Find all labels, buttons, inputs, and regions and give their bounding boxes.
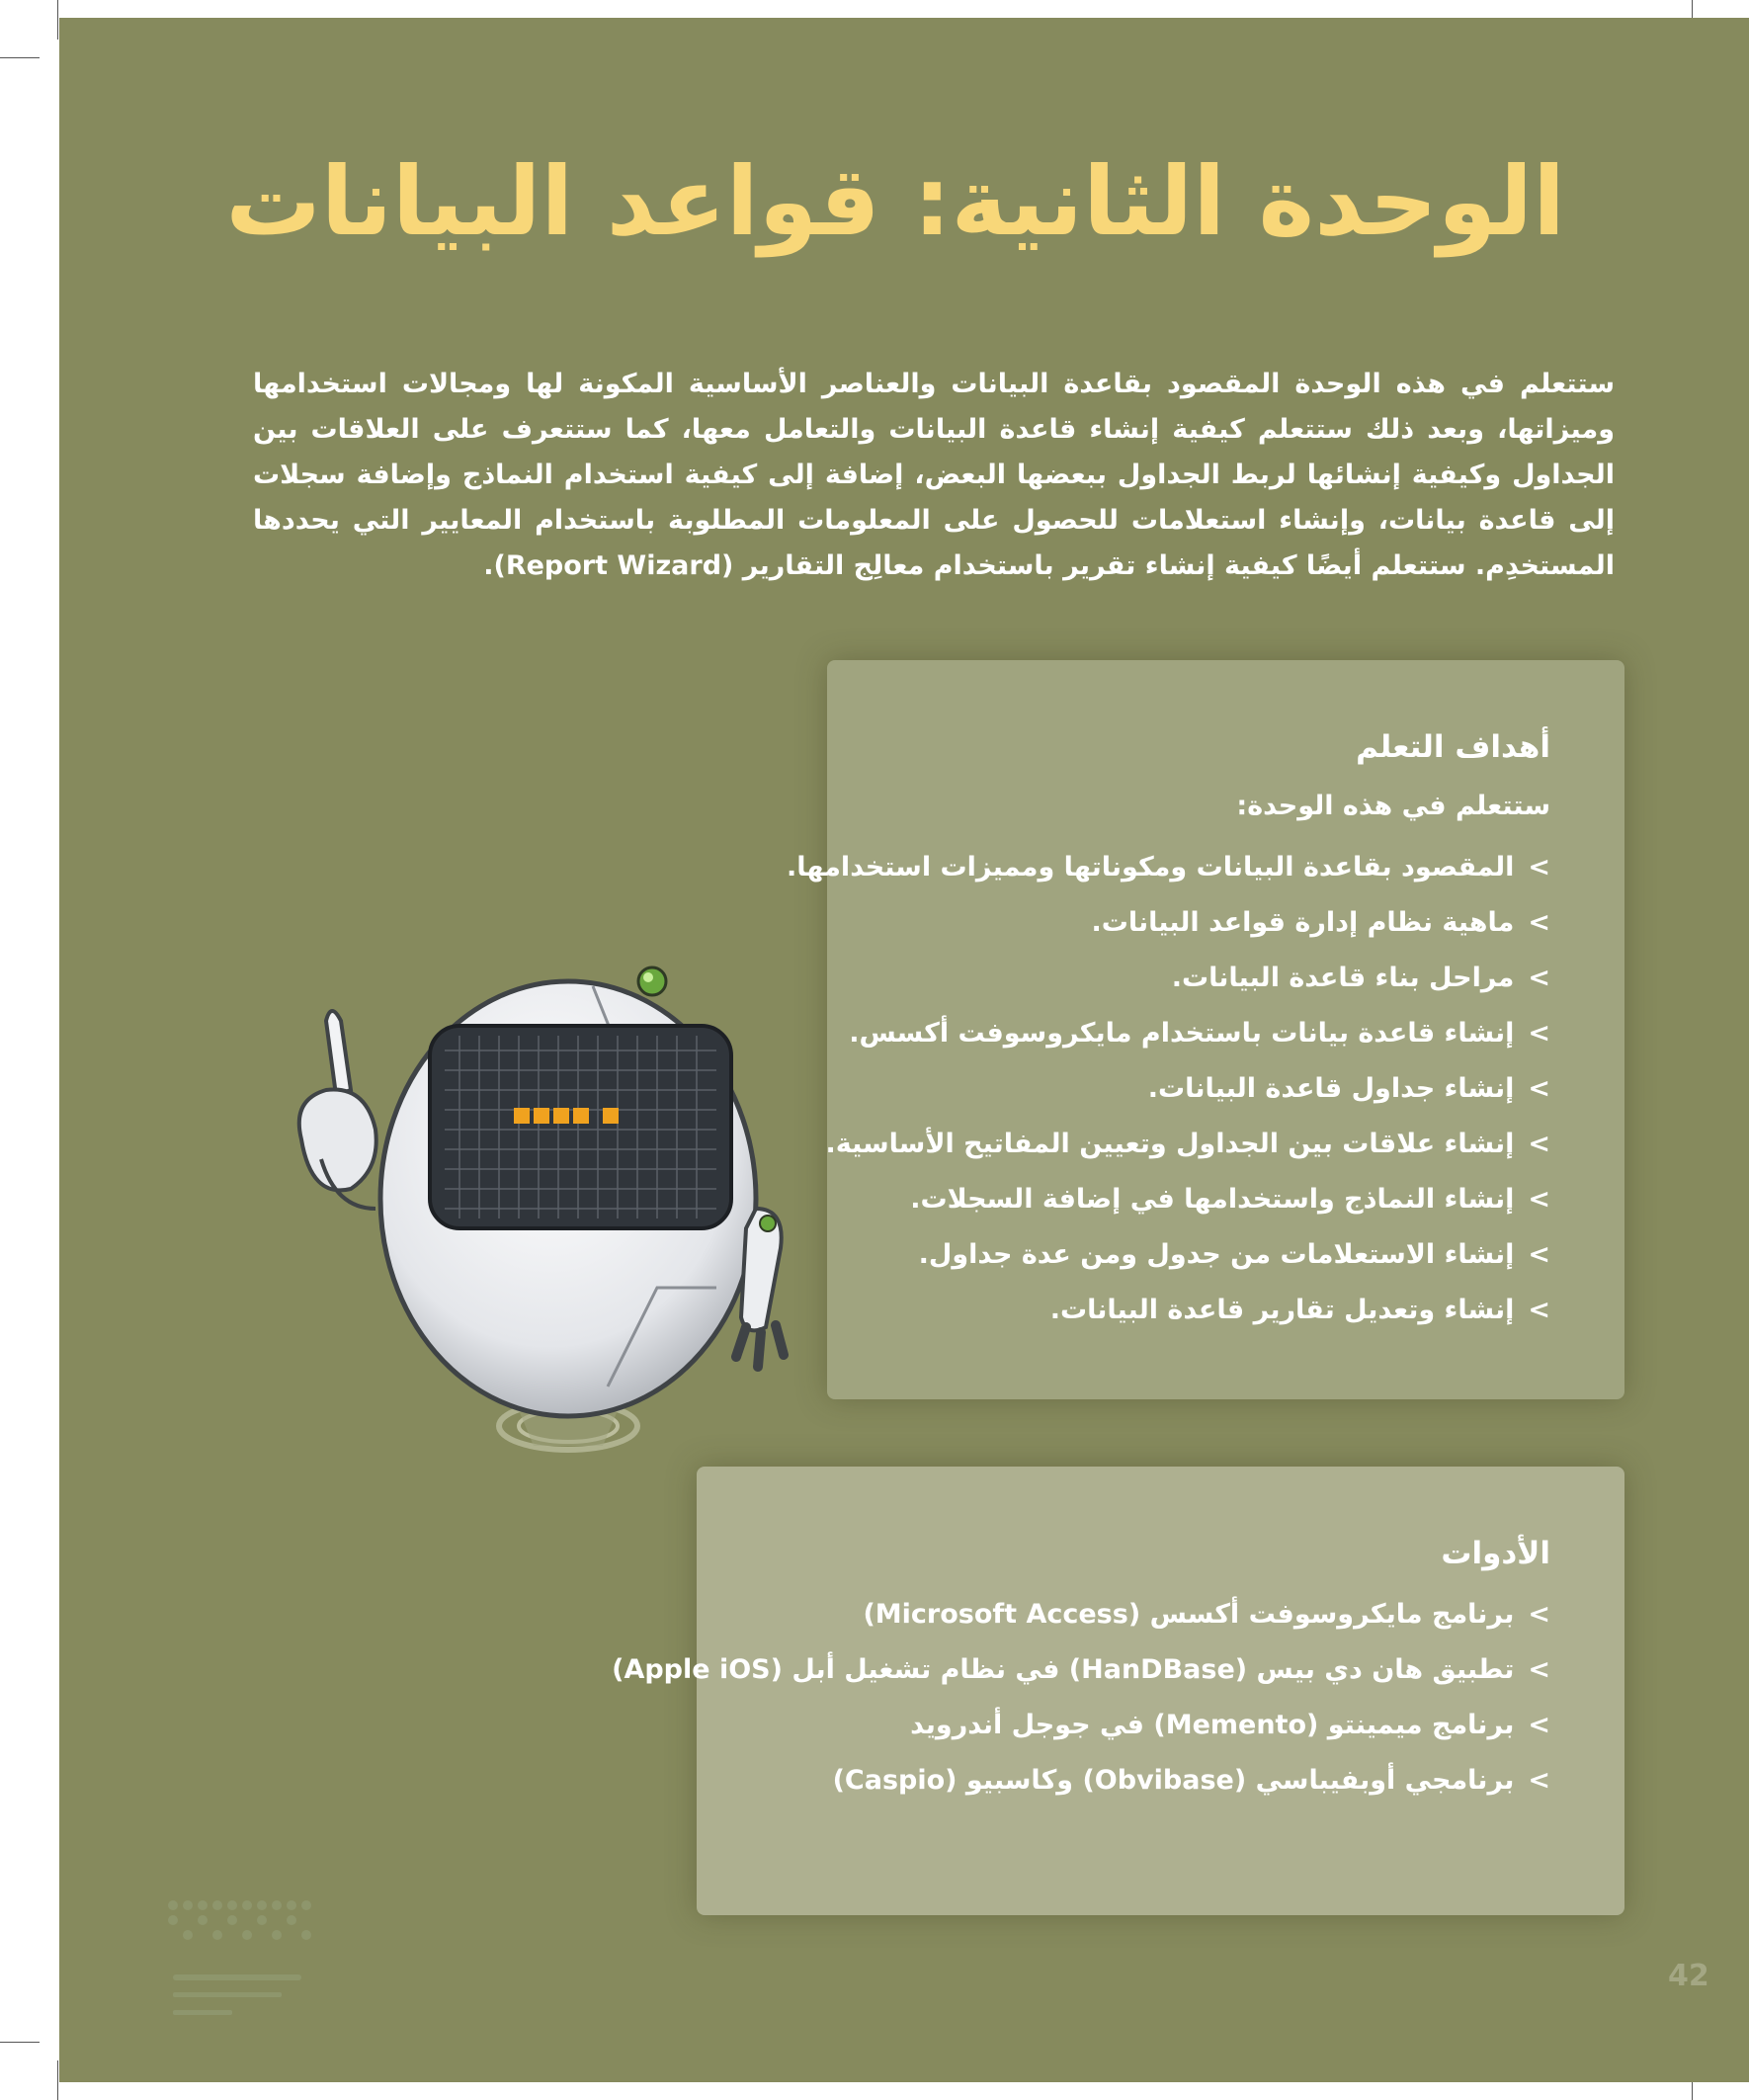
page-number: 42 — [1668, 1959, 1709, 1993]
crop-mark — [0, 57, 40, 58]
tool-text: برنامج مايكروسوفت أكسس (Microsoft Access) — [863, 1599, 1515, 1630]
goal-text: المقصود بقاعدة البيانات ومكوناتها ومميزات استخدامها. — [787, 852, 1515, 882]
bullet-marker: > — [1528, 852, 1550, 882]
list-item — [787, 1283, 1550, 1338]
crop-mark — [0, 2042, 40, 2043]
goal-text: إنشاء جداول قاعدة البيانات. — [1147, 1073, 1515, 1104]
list-item — [787, 840, 1550, 895]
list-item — [787, 1172, 1550, 1227]
goal-text: مراحل بناء قاعدة البيانات. — [1171, 963, 1515, 993]
bullet-marker: > — [1528, 1599, 1550, 1630]
learning-goals-panel — [787, 660, 1624, 1399]
goal-text: إنشاء وتعديل تقارير قاعدة البيانات. — [1049, 1295, 1515, 1325]
bullet-marker: > — [1528, 1129, 1550, 1159]
tool-text: برنامجي أوبفيباسي (Obvibase) وكاسبيو (Caspio) — [832, 1765, 1515, 1796]
list-item — [787, 895, 1550, 951]
bullet-marker: > — [1528, 907, 1550, 938]
list-item — [612, 1587, 1550, 1642]
goal-text: إنشاء الاستعلامات من جدول ومن عدة جداول. — [918, 1239, 1515, 1270]
bullet-marker: > — [1528, 963, 1550, 993]
tools-heading: الأدوات — [1441, 1536, 1550, 1571]
goal-text: إنشاء قاعدة بيانات باستخدام مايكروسوفت أكسس. — [849, 1018, 1515, 1049]
page-title: الوحدة الثانية: قواعد البيانات — [225, 146, 1565, 257]
tool-text: تطبيق هان دي بيس (HanDBase) في نظام تشغيل أبل (Apple iOS) — [612, 1654, 1515, 1685]
goal-text: ماهية نظام إدارة قواعد البيانات. — [1091, 907, 1515, 938]
list-item — [612, 1642, 1550, 1698]
list-item — [787, 1227, 1550, 1283]
tool-text: برنامج ميمينتو (Memento) في جوجل أندرويد — [910, 1710, 1515, 1740]
bullet-marker: > — [1528, 1295, 1550, 1325]
list-item — [787, 1117, 1550, 1172]
goals-list — [787, 840, 1550, 1338]
list-item — [612, 1753, 1550, 1808]
list-item — [787, 951, 1550, 1006]
bullet-marker: > — [1528, 1765, 1550, 1796]
crop-mark — [57, 2060, 58, 2100]
ministry-logo — [153, 1876, 326, 2034]
page — [59, 18, 1749, 2082]
bullet-marker: > — [1528, 1073, 1550, 1104]
robot-illustration — [282, 912, 835, 1466]
crop-mark — [57, 0, 58, 40]
goal-text: إنشاء النماذج واستخدامها في إضافة السجلات. — [910, 1184, 1515, 1215]
list-item — [612, 1698, 1550, 1753]
goals-heading: أهداف التعلم — [1356, 729, 1550, 765]
intro-paragraph: ستتعلم في هذه الوحدة المقصود بقاعدة البيانات والعناصر الأساسية المكونة لها ومجالات استخدامها وميزاتها، وبعد ذلك ستتعلم كيفية إنشاء قاعدة البيانات والتعامل معها، كما ستتعرف على العلاقات بين الجداول وكيفية إنشائها لربط الجداول ببعضها البعض، إضافة إلى كيفية استخدام النماذج وإضافة سجلات إلى قاعدة بيانات، وإنشاء استعلامات للحصول على المعلومات المطلوبة باستخدام المعايير التي يحددها المستخدِم. ستتعلم أيضًا كيفية إنشاء تقرير باستخدام معالِج التقارير (Report Wizard). — [253, 369, 1615, 581]
list-item — [787, 1061, 1550, 1117]
tools-list — [612, 1587, 1550, 1808]
bullet-marker: > — [1528, 1184, 1550, 1215]
bullet-marker: > — [1528, 1710, 1550, 1740]
goal-text: إنشاء علاقات بين الجداول وتعيين المفاتيح الأساسية. — [825, 1129, 1515, 1159]
tools-panel — [612, 1467, 1624, 1915]
bullet-marker: > — [1528, 1239, 1550, 1270]
bullet-marker: > — [1528, 1018, 1550, 1049]
bullet-marker: > — [1528, 1654, 1550, 1685]
goals-subheading: ستتعلم في هذه الوحدة: — [1236, 791, 1550, 821]
list-item — [787, 1006, 1550, 1061]
